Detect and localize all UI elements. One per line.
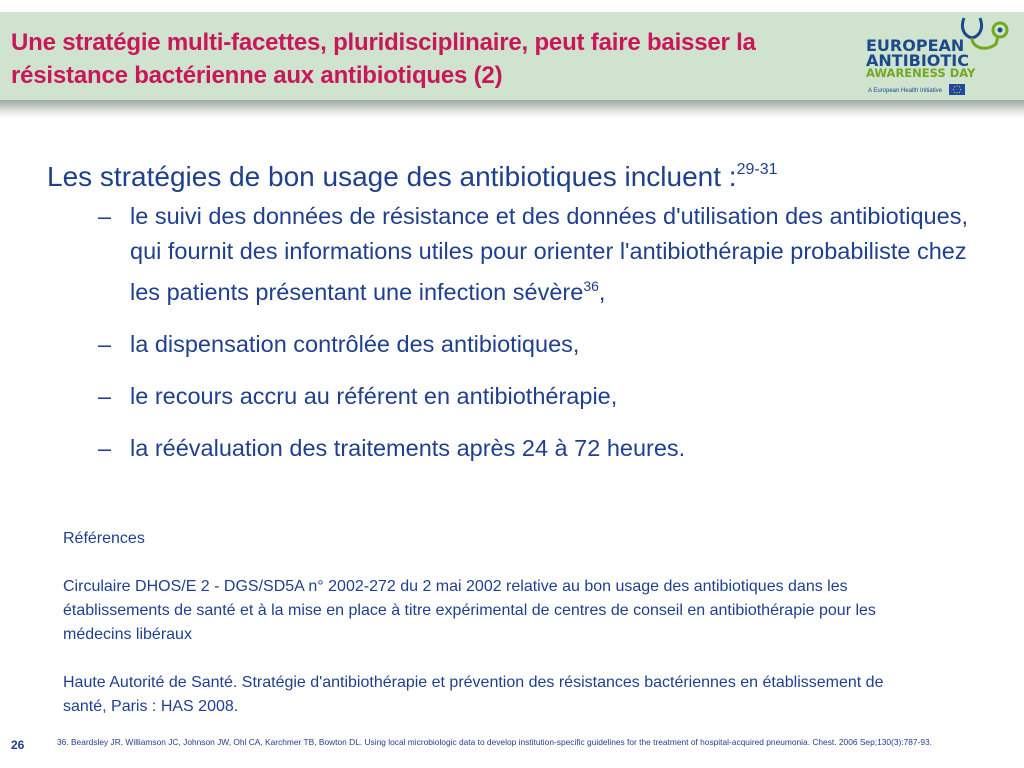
eu-flag-icon <box>949 84 965 95</box>
dash-bullet: – <box>98 435 112 461</box>
lead-statement <box>47 150 778 197</box>
strategy-list <box>98 199 978 483</box>
list-item <box>98 199 978 310</box>
stethoscope-icon <box>956 14 1012 54</box>
page-number: 26 <box>11 738 25 752</box>
logo-line-awareness-day: AWARENESS DAY <box>866 66 976 80</box>
dash-bullet: – <box>98 331 112 357</box>
logo-tagline: A European Health Initiative <box>868 88 943 94</box>
eaad-logo <box>866 14 1012 100</box>
list-item <box>98 379 978 414</box>
list-item-text: le recours accru au référent en antibiothérapie, <box>130 383 618 409</box>
list-item-suffix: , <box>598 279 606 305</box>
list-item-text: la réévaluation des traitements après 24 à 72 heures. <box>130 435 686 461</box>
title-band-shadow <box>0 100 1024 118</box>
list-item <box>98 431 978 466</box>
list-item-text: le suivi des données de résistance et des données d'utilisation des antibiotiques, qui fournit des informations utiles pour orienter l'antibiothérapie probabiliste chez les patients présentant une infection sévère <box>130 203 968 305</box>
dash-bullet: – <box>98 383 112 409</box>
lead-text: Les stratégies de bon usage des antibiotiques incluent : <box>47 161 737 192</box>
list-item <box>98 327 978 362</box>
lead-reference: 29-31 <box>736 161 778 178</box>
footnote-citation: 36. Beardsley JR, Williamson JC, Johnson JW, Ohl CA, Karchmer TB, Bowton DL. Using local microbiologic data to develop institution-specific guidelines for the treatment of hospital-acquired pneumonia. Chest. 2006 Sep;130(3):787-93. <box>57 737 933 747</box>
reference-has: Haute Autorité de Santé. Stratégie d'antibiothérapie et prévention des résistances bactériennes en établissement de santé, Paris : HAS 2008. <box>63 674 884 715</box>
references-heading: Références <box>63 530 145 547</box>
reference-circulaire: Circulaire DHOS/E 2 - DGS/SD5A n° 2002-272 du 2 mai 2002 relative au bon usage des antibiotiques dans les établissements de santé et à la mise en place à titre expérimental de centres de conseil en antibiothérapie pour les médecins libéraux <box>63 578 876 643</box>
list-item-reference: 36 <box>583 278 599 294</box>
references-block <box>63 527 923 719</box>
list-item-text: la dispensation contrôlée des antibiotiques, <box>130 331 580 357</box>
dash-bullet: – <box>98 203 112 229</box>
logo-line-european: EUROPEAN <box>866 36 965 55</box>
logo-line-antibiotic: ANTIBIOTIC <box>866 51 969 70</box>
slide-title: Une stratégie multi-facettes, pluridisciplinaire, peut faire baisser la résistance bactérienne aux antibiotiques (2) <box>11 29 756 89</box>
